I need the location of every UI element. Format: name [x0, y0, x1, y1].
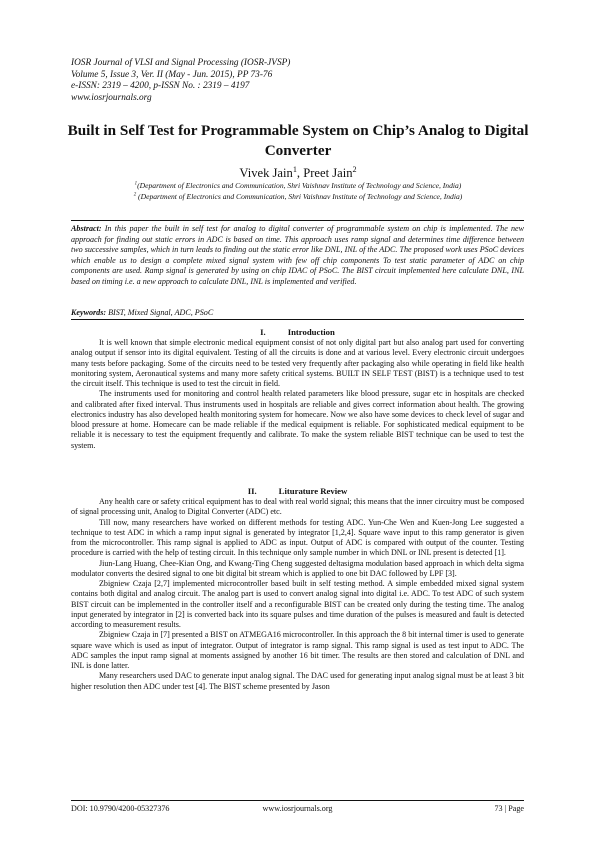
section-heading-literature-review	[71, 486, 524, 497]
affiliation-text: (Department of Electronics and Communication, Shri Vaishnav Institute of Technology and Science, India)	[136, 191, 463, 201]
affiliation-1	[60, 181, 536, 192]
paragraph: Zbigniew Czaja [2,7] implemented microcontroller based built in self testing method. A simple embedded mixed signal system contains both digital and analog circuit. The analog part is used to convert analog signal into digital i.e. ADC. To test ADC of such system BIST circuit can be implemented in the controller itself and a reconfigurable BIST can be created only during the testing time. The analog input generated by integrator in [2] is converted back into its square pulses and time duration of the pulses is measured and fault is detected according to measurement results.	[71, 579, 524, 629]
footer-website: www.iosrjournals.org	[262, 804, 333, 813]
section-number: I.	[260, 327, 266, 337]
section-title: Introduction	[287, 327, 335, 337]
author-name: Vivek Jain	[239, 166, 293, 180]
literature-review-body	[71, 497, 524, 692]
footer-doi: DOI: 10.9790/4200-05327376	[71, 804, 170, 813]
journal-name: IOSR Journal of VLSI and Signal Processing (IOSR-JVSP)	[71, 58, 291, 68]
authors	[60, 166, 536, 181]
journal-issn: e-ISSN: 2319 – 4200, p-ISSN No. : 2319 – 4197	[71, 81, 250, 92]
affiliation-text: (Department of Electronics and Communication, Shri Vaishnav Institute of Technology and Science, India)	[137, 181, 462, 190]
affiliations	[60, 181, 536, 202]
keywords-label: Keywords:	[71, 308, 107, 317]
section-heading-introduction	[71, 327, 524, 338]
abstract	[71, 224, 524, 288]
section-title: Liturature Review	[278, 486, 348, 496]
paragraph: Any health care or safety critical equipment has to deal with real world signal; this means that the inner circuitry must be composed of signal processing unit, Analog to Digital Converter (ADC) etc.	[71, 497, 524, 517]
author-separator: ,	[296, 166, 304, 180]
paragraph: Zbigniew Czaja in [7] presented a BIST on ATMEGA16 microcontroller. In this approach the 8 bit internal timer is used to generate square wave which is used as input of integrator. Output of integrator is ramp signal. This ramp signal is used as test input to ADC. The ADC samples the input ramp signal at moments assigned by another 16 bit timer. The results are then stored and calculation of DNL and INL is done latter.	[71, 630, 524, 670]
keywords-text: BIST, Mixed Signal, ADC, PSoC	[106, 308, 214, 317]
abstract-label: Abstract:	[71, 224, 102, 233]
paragraph: Till now, many researchers have worked on different methods for testing ADC. Yun-Che Wen and Kuen-Jong Lee suggested a technique to test ADC in which a ramp input signal is generated by integrator [1,2,4]. Square wave input to this ramp generator is given from the microcontroller. This ramp signal is applied to ADC as input. Output of ADC is compared with output of the counter. Testing procedure is carried with the help of testing circuit. In this technique only sample number in which DNL or INL present is detected [1].	[71, 517, 524, 558]
footer-rule	[71, 800, 524, 801]
author-affiliation-marker: 1	[292, 164, 297, 174]
paragraph: Many researchers used DAC to generate input analog signal. The DAC used for generating input analog signal must be at least 3 bit higher resolution then ADC under test [4]. The BIST scheme presented by Jason	[71, 671, 524, 691]
author-affiliation-marker: 2	[352, 164, 357, 174]
journal-volume: Volume 5, Issue 3, Ver. II (May - Jun. 2015), PP 73-76	[71, 69, 273, 80]
keywords	[71, 308, 524, 319]
abstract-bottom-rule	[71, 319, 524, 320]
paragraph: Jiun-Lang Huang, Chee-Kian Ong, and Kwang-Ting Cheng suggested deltasigma modulation based approach in which delta sigma modulator converts the desired signal to one bit digital bit stream which is applied to one bit DAC followed by LPF [3].	[71, 558, 524, 578]
paper-title: Built in Self Test for Programmable System on Chip’s Analog to Digital Converter	[67, 122, 529, 159]
section-number: II.	[247, 486, 257, 496]
abstract-top-rule	[71, 220, 524, 221]
affiliation-marker: 2	[133, 191, 137, 197]
abstract-text: In this paper the built in self test for analog to digital converter of programmable system on chip is implemented. The new approach for finding out static errors in ADC is based on time. This approach uses ramp signal and determines time difference between two successive samples, which in turn leads to finding out the static error like DNL, INL of the ADC. The proposed work uses PSoC devices which enable us to design a complete mixed signal system with few off chip components To test static parameter of ADC on chip components are used. Ramp signal is generated by using on chip IDAC of PSoC. The BIST circuit implemented here calculate DNL, INL based on timing i.e. a new approach to calculate DNL, INL is implemented and verified.	[71, 224, 524, 286]
journal-header	[71, 58, 531, 104]
affiliation-2	[60, 192, 536, 203]
introduction-body	[71, 338, 524, 451]
journal-website: www.iosrjournals.org	[71, 92, 152, 103]
page-footer	[71, 803, 524, 815]
author-name: Preet Jain	[303, 166, 353, 180]
affiliation-marker: 1	[134, 181, 138, 187]
footer-page-number: 73 | Page	[494, 804, 524, 813]
paragraph: It is well known that simple electronic medical equipment consist of not only digital part but also analog part used for converting analog output if sensor into its digital equivalent. Testing of all the circuits is done and at various level. Every electronic circuit undergoes many tests before packaging. Some of the circuits need to be tested very frequently after packaging also while operating in field like health monitoring system, Aeronautical systems and many more safety critical systems. BUILT IN SELF TEST (BIST) is a technique used to test the circuit itself. This technique is used to test the circuit in field.	[71, 338, 524, 388]
paragraph: The instruments used for monitoring and control health related parameters like blood pressure, sugar etc in hospitals are checked and calibrated after fixed interval. Thus instruments used in hospitals are reliable and gives correct information about health. The growing electronics industry has also developed health monitoring system for homecare. Now we also have some devices to check level of sugar and blood pressure at home. Homecare can be made reliable if the medical equipment is reliable. For sophisticated medical equipment to be reliable it is necessary to test the equipment frequently and calibrate. To make the system reliable BIST technique can be used to test the system.	[71, 389, 524, 450]
